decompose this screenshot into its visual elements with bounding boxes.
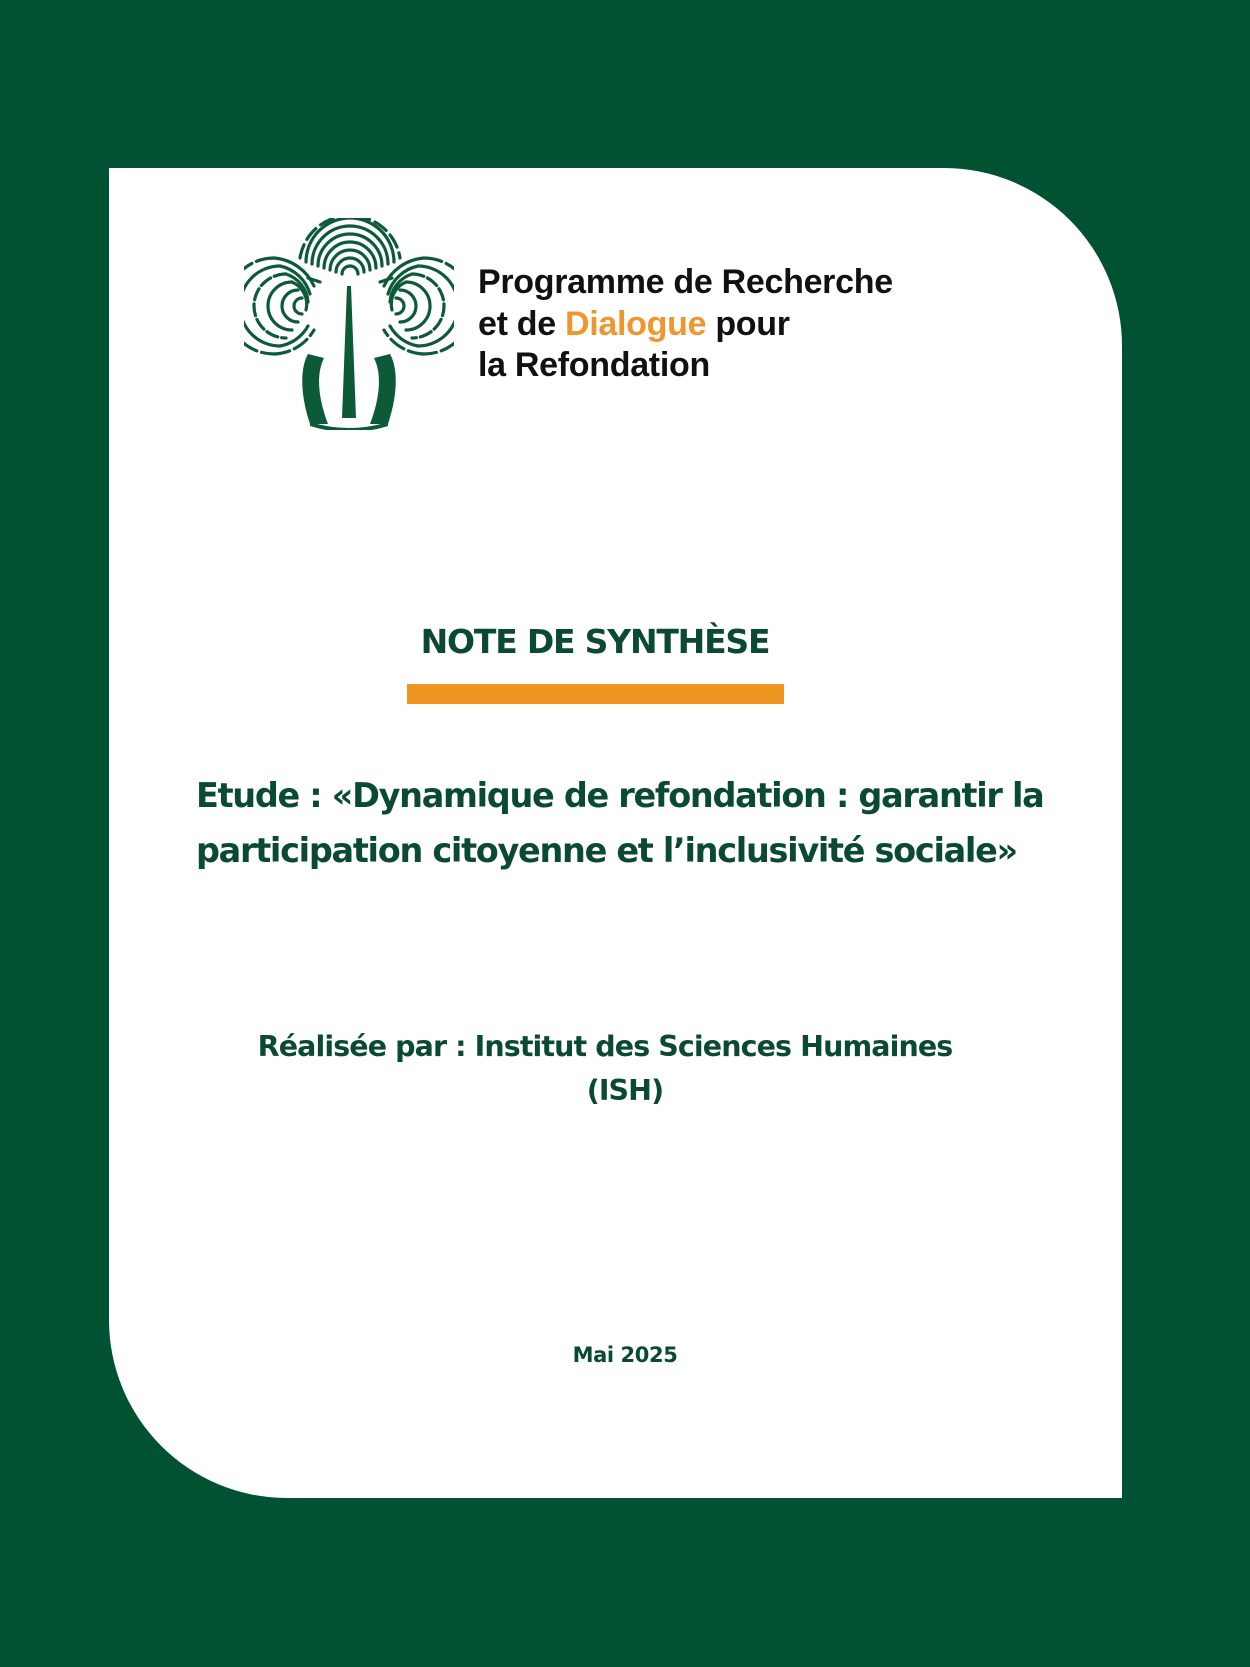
logo-wordmark: [478, 262, 893, 387]
author-line-1: Réalisée par : Institut des Sciences Humaines: [257, 1030, 953, 1063]
heading-underline-rule: [407, 684, 784, 704]
logo-line-2-suffix: pour: [706, 304, 790, 343]
logo-accent-word: Dialogue: [565, 304, 707, 343]
document-type-heading: NOTE DE SYNTHÈSE: [420, 622, 770, 661]
study-title-line-1: Etude : «Dynamique de refondation : garantir la: [196, 776, 1044, 815]
tree-fingerprint-logo-icon: [244, 218, 454, 430]
logo-line-2-prefix: et de: [478, 304, 566, 343]
study-title-line-2: participation citoyenne et l’inclusivité sociale»: [196, 831, 1017, 870]
author-credit: [150, 1025, 1060, 1113]
study-title: [196, 768, 1096, 878]
publication-date: Mai 2025: [572, 1343, 678, 1367]
author-line-2: (ISH): [586, 1074, 664, 1107]
logo-line-3: la Refondation: [478, 346, 710, 384]
logo-line-1: Programme de Recherche: [478, 263, 893, 301]
logo-line-2: [478, 304, 893, 346]
